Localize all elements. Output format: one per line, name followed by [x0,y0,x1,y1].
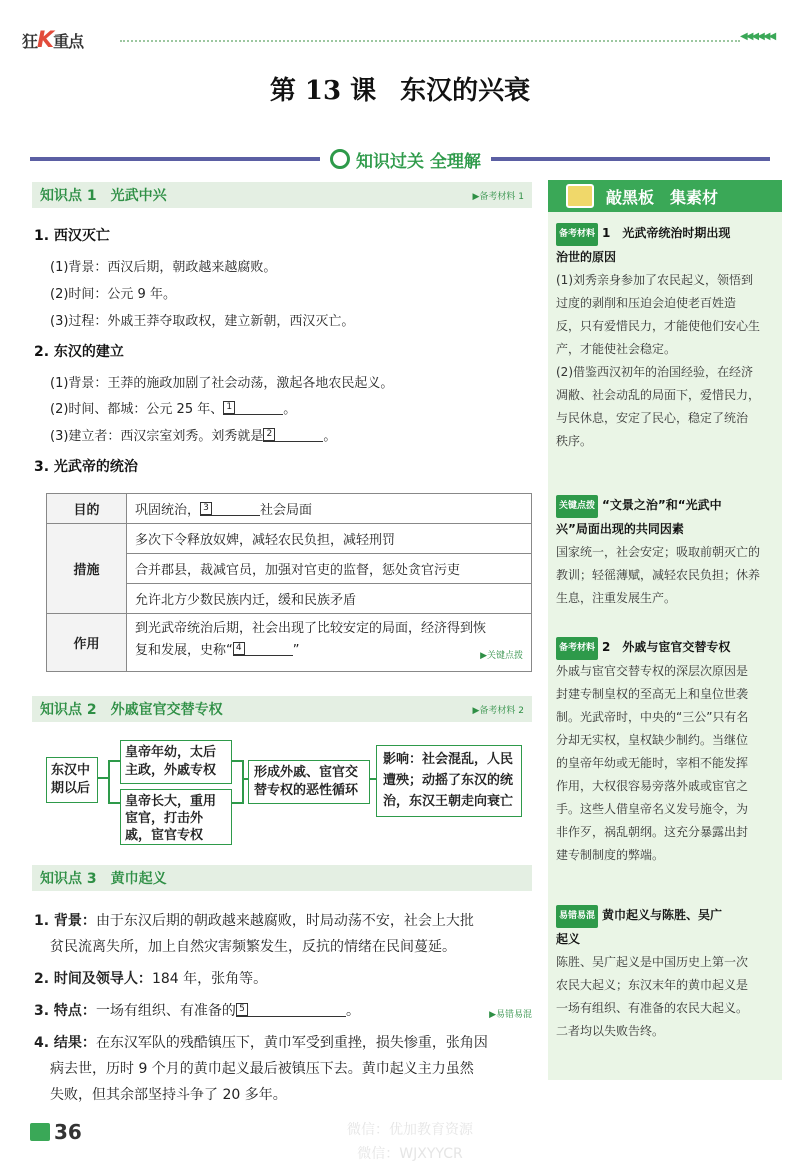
kp1-header: 知识点 1 光武中兴 ▶备考材料 1 [32,182,532,208]
flow-end-box: 影响：社会混乱，人民遭殃；动摇了东汉的统治，东汉王朝走向衰亡 [376,745,522,817]
rp-block-2: 关键点拨 “文景之治”和“光武中 兴”局面出现的共同因素 国家统一，社会安定；吸取前朝灭亡的 教训；轻徭薄赋，减轻农民负担；休养 生息，注重发展生产。 [556,494,776,610]
kp1-s2-line3: (3)建立者：西汉宗室刘秀。刘秀就是 2 。 [50,429,337,444]
kp3-l4b: 病去世，历时 9 个月的黄巾起义最后被镇压下去。黄巾起义主力虽然 [50,1061,474,1077]
page-title: 第 13 课 东汉的兴衰 [269,76,531,106]
rp-block-3: 备考材料 2 外戚与宦官交替专权 外戚与宦官交替专权的深层次原因是 封建专制皇权的至高无上和皇位世袭 制。光武帝时，中央的“三公”只有名 分却无实权，皇权缺少制约。当继位 的皇帝年幼或无能时，宰相不能发挥 作用，大权很容易旁落外戚或宦官之 手。这些人借皇帝名义发号施令，为 非作歹，祸乱朝纲。这充分暴露出封 建专制制度的弊端。 [556,636,776,867]
flow-start-box: 东汉中期以后 [46,757,98,803]
rp-block-1: 备考材料 1 光武帝统治时期出现 治世的原因 (1)刘秀亲身参加了农民起义，领悟到 过度的剥削和压迫会迫使老百姓造 反，只有爱惜民力，才能使他们安心生 产，才能使社会稳定。 (2)借鉴西汉初年的治国经验，在经济 凋敝、社会动乱的局面下，爱惜民力， 与民休息，安定了民心，稳定了统治 秩序。 [556,222,776,453]
blank-1[interactable]: 1 [223,401,283,415]
blank-5[interactable]: 5 [236,1003,346,1017]
kp1-s1-line1: (1)背景：西汉后期，朝政越来越腐败。 [50,260,277,275]
effect-cell: 到光武帝统治后期，社会出现了比较安定的局面，经济得到恢 复和发展，史称“ 4 ” ▶关键点拨 [127,614,532,672]
purpose-cell: 巩固统治， 3 社会局面 [127,494,532,524]
swirl-icon [330,149,350,169]
kp1-s2-title: 2. 东汉的建立 [34,344,124,360]
kp3-l1b: 贫民流离失所，加上自然灾害频繁发生，反抗的情绪在民间蔓延。 [50,939,456,955]
measure-item: 多次下令释放奴婢，减轻农民负担，减轻刑罚 [127,524,532,554]
kp3-l4a: 4. 结果：在东汉军队的残酷镇压下，黄巾军受到重挫，损失惨重，张角因 [34,1035,488,1051]
book-icon [30,1123,50,1141]
watermark: 微信：优加教育资源 微信：WJXYYCR [347,1122,473,1162]
blackboard-icon [566,184,594,208]
effect-label: 作用 [47,614,127,672]
kp3-l1a: 1. 背景：由于东汉后期的朝政越来越腐败，时局动荡不安，社会上大批 [34,913,474,929]
header-dotted-line [120,40,740,42]
kp1-s1-line2: (2)时间：公元 9 年。 [50,287,176,302]
measure-item: 允许北方少数民族内迁，缓和民族矛盾 [127,584,532,614]
blank-3[interactable]: 3 [200,502,260,516]
kp3-l4c: 失败，但其余部坚持斗争了 20 多年。 [50,1087,287,1103]
flow-bottom-box: 皇帝长大，重用宦官，打击外戚，宦官专权 [120,789,232,845]
page-number: 36 [30,1120,82,1144]
section-banner: 知识过关 全理解 [30,146,770,172]
kp1-s1-line3: (3)过程：外戚王莽夺取政权，建立新朝，西汉灭亡。 [50,314,355,329]
blank-2[interactable]: 2 [263,428,323,442]
guangwu-table [46,493,532,672]
measures-label: 措施 [47,524,127,614]
kp3-l3: 3. 特点：一场有组织、有准备的 5 。 ▶易错易混 [34,1003,532,1020]
kp2-header: 知识点 2 外戚宦官交替专权 ▶备考材料 2 [32,696,532,722]
purpose-label: 目的 [47,494,127,524]
kp1-s2-line2: (2)时间、都城：公元 25 年、 1 。 [50,402,297,417]
blank-4[interactable]: 4 [233,642,293,656]
flow-mid-box: 形成外戚、宦官交替专权的恶性循环 [248,760,370,804]
measure-item: 合并郡县，裁减官员，加强对官吏的监督，惩处贪官污吏 [127,554,532,584]
rp-block-4: 易错易混 黄巾起义与陈胜、吴广 起义 陈胜、吴广起义是中国历史上第一次 农民大起义；东汉末年的黄巾起义是 一场有组织、有准备的农民大起义。 二者均以失败告终。 [556,904,776,1043]
flow-top-box: 皇帝年幼，太后主政，外戚专权 [120,740,232,784]
kp1-s3-title: 3. 光武帝的统治 [34,459,138,475]
right-panel-header: 敲黑板 集素材 [548,180,782,212]
brand-logo: 狂K重点 [22,27,84,53]
kp3-l2: 2. 时间及领导人：184 年，张角等。 [34,971,268,987]
kp3-header: 知识点 3 黄巾起义 [32,865,532,891]
header-arrows-icon: ◀◀◀◀◀◀ [740,31,775,42]
kp1-s1-title: 1. 西汉灭亡 [34,228,110,244]
kp1-s2-line1: (1)背景：王莽的施政加剧了社会动荡，激起各地农民起义。 [50,376,394,391]
